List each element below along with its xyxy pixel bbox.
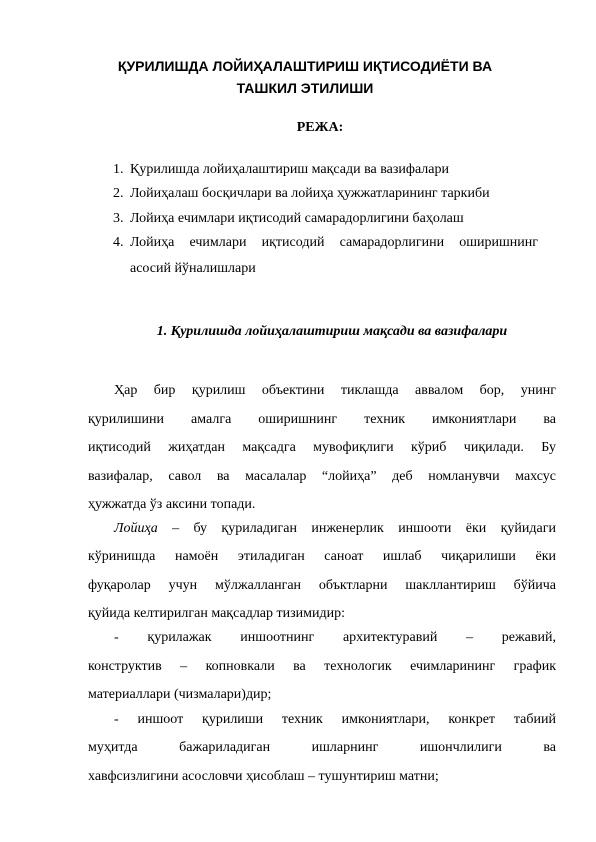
paragraph-line: вазифалар, савол ва масалалар “лойиҳа” деб номланувчи махсус bbox=[88, 469, 556, 484]
plan-item-text: Лойиҳа ечимлари иқтисодий самарадорлигини оширишнинг bbox=[130, 235, 538, 250]
paragraph-text: – бу қуриладиган инженерлик иншооти ёки қуйидаги bbox=[157, 521, 556, 536]
plan-heading: РЕЖА: bbox=[296, 120, 344, 135]
document-title-line-1: ҚУРИЛИШДА ЛОЙИҲАЛАШТИРИШ ИҚТИСОДИЁТИ ВА bbox=[117, 58, 493, 74]
paragraph-line: қуйида келтирилган мақсадлар тизимидир: bbox=[88, 606, 346, 621]
plan-item-number: 1. bbox=[113, 162, 124, 177]
document-title-line-2: ТАШКИЛ ЭТИЛИШИ bbox=[236, 80, 374, 96]
plan-item-number: 4. bbox=[113, 235, 124, 250]
plan-item-number: 2. bbox=[113, 186, 124, 201]
paragraph-line: иқтисодий жиҳатдан мақсадга мувофиқлиги кўриб чиқилади. Бу bbox=[88, 440, 556, 455]
bullet-line: конструктив – копновкали ва технологик ечимларининг график bbox=[88, 659, 556, 674]
bullet-line: хавфсизлигини асословчи ҳисоблаш – тушунтириш матни; bbox=[88, 769, 439, 784]
paragraph-line bbox=[114, 519, 556, 539]
bullet-line: - қурилажак иншоотнинг архитектуравий – режавий, bbox=[114, 630, 556, 645]
plan-item-text: Лойиҳалаш босқичлари ва лойиҳа ҳужжатларининг таркиби bbox=[130, 186, 490, 201]
paragraph-line: кўринишда намоён этиладиган саноат ишлаб чиқарилиши ёки bbox=[88, 549, 556, 564]
plan-item bbox=[113, 232, 538, 254]
plan-item-text: Лойиҳа ечимлари иқтисодий самарадорлигини баҳолаш bbox=[130, 211, 464, 226]
bullet-line: - иншоот қурилиши техник имкониятлари, конкрет табиий bbox=[114, 712, 556, 727]
defined-term: Лойиҳа bbox=[114, 521, 158, 536]
plan-item-number: 3. bbox=[113, 211, 124, 226]
section-heading: 1. Қурилишда лойиҳалаштириш мақсади ва вазифалари bbox=[156, 324, 508, 339]
paragraph-line: ҳужжатда ўз аксини топади. bbox=[88, 497, 256, 512]
paragraph-line: Ҳар бир қурилиш объектини тиклашда аввалом бор, унинг bbox=[114, 383, 556, 398]
plan-item-text: Қурилишда лойиҳалаштириш мақсади ва вазифалари bbox=[130, 162, 449, 177]
plan-item bbox=[113, 183, 490, 205]
paragraph-line: қурилишини амалга оширишнинг техник имкониятлари ва bbox=[88, 412, 556, 427]
bullet-line: муҳитда бажариладиган ишларнинг ишончлилиги ва bbox=[88, 740, 556, 755]
paragraph-line: фуқаролар учун мўлжалланган объктларни шакллантириш бўйича bbox=[88, 578, 556, 593]
plan-item bbox=[113, 159, 449, 181]
plan-item-continuation: асосий йўналишлари bbox=[130, 261, 256, 276]
bullet-line: материаллари (чизмалари)дир; bbox=[88, 687, 272, 702]
plan-item bbox=[113, 208, 464, 230]
